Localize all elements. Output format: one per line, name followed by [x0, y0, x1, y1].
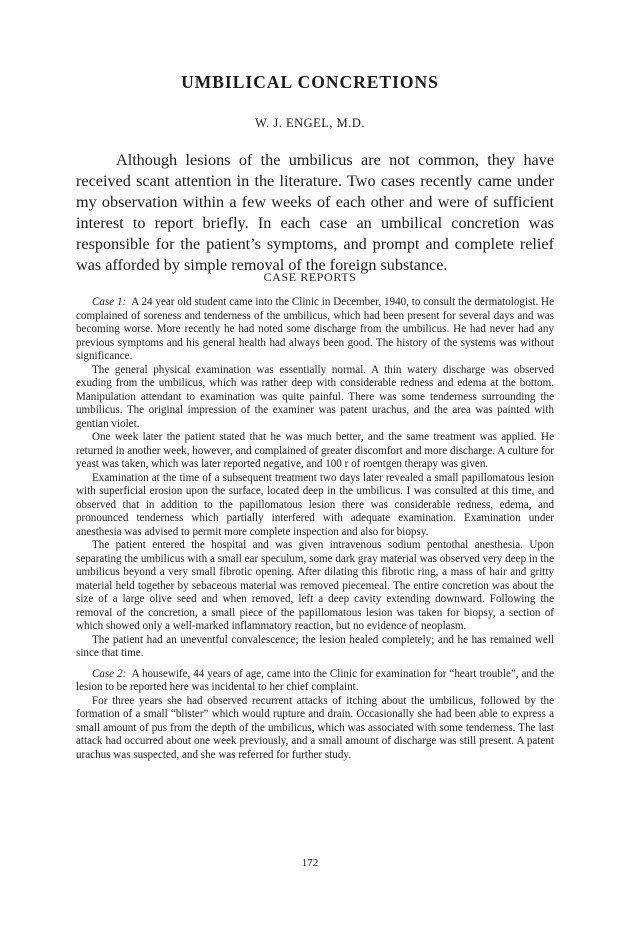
case1-paragraph: One week later the patient stated that he was much better, and the same treatment was applied. He returned in another week, however, and complained of greater discomfort and more discharge. A culture for yeast was taken, which was later reported negative, and 100 r of roentgen therapy was given.	[76, 431, 554, 470]
section-heading: CASE REPORTS	[263, 270, 357, 284]
case1-paragraph: The general physical examination was essentially normal. A thin watery discharge was observed exuding from the umbilicus, which was rather deep with considerable redness and edema at the bottom. Manipulation attendant to examination was quite painful. There was some tenderness surrounding the umbilicus. The original impression of the examiner was patent urachus, and the area was painted with gentian violet.	[76, 363, 554, 430]
case1-paragraph: Case 1: A 24 year old student came into the Clinic in December, 1940, to consult the dermatologist. He complained of soreness and tenderness of the umbilicus, which had been present for several days and was becoming worse. More recently he had noted some discharge from the umbilicus. He had never had any previous symptoms and his general health had always been good. The history of the systems was without significance.	[76, 296, 554, 362]
case-reports-body	[76, 296, 554, 762]
case1-label: Case 1:	[92, 296, 127, 308]
case1-paragraph: The patient entered the hospital and was given intravenous sodium pentothal anesthesia. Upon separating the umbilicus with a small ear speculum, some dark gray material was observed very deep in the umbilicus beyond a very small fibrotic opening. After dilating this fibrotic ring, a mass of hair and gritty material held together by sebaceous material was removed piecemeal. The entire concretion was about the size of a large olive seed and when removed, left a deep cavity extending downward. Following the removal of the concretion, a small piece of the papillomatous lesion was taken for biopsy, a section of which showed only a well-marked inflammatory reaction, but no evidence of neoplasm.	[76, 539, 554, 632]
case1-paragraph: The patient had an uneventful convalescence; the lesion healed completely; and he has remained well since that time.	[76, 633, 554, 659]
page-number: 172	[301, 857, 319, 869]
author-line: W. J. ENGEL, M.D.	[254, 116, 366, 130]
article-title: UMBILICAL CONCRETIONS	[181, 72, 439, 92]
case2-label: Case 2:	[92, 667, 127, 680]
case1-paragraph: Examination at the time of a subsequent treatment two days later revealed a small papillomatous lesion with superficial erosion upon the surface, located deep in the umbilicus. I was consulted at this time, and observed that in addition to the papillomatous lesion there was considerable redness, edema, and pronounced tenderness which partially interfered with adequate examination. Examination under anesthesia was advised to permit more complete inspection and also for biopsy.	[76, 471, 554, 538]
case2-paragraph: For three years she had observed recurrent attacks of itching about the umbilicus, followed by the formation of a small “blister” which would rupture and drain. Occasionally she had been able to express a small amount of pus from the depth of the umbilicus, which was associated with some tenderness. The last attack had occurred about one week previously, and a small amount of discharge was still present. A patent urachus was suspected, and she was referred for further study.	[76, 694, 554, 761]
introduction-paragraph: Although lesions of the umbilicus are not common, they have received scant attention in the literature. Two cases recently came under my observation within a few weeks of each other and were of sufficient interest to report briefly. In each case an umbilical concretion was responsible for the patient’s symptoms, and prompt and complete relief was afforded by simple removal of the foreign substance.	[76, 151, 554, 274]
case2-paragraph: Case 2: A housewife, 44 years of age, came into the Clinic for examination for “heart trouble”, and the lesion to be reported here was incidental to her chief complaint.	[76, 667, 554, 693]
